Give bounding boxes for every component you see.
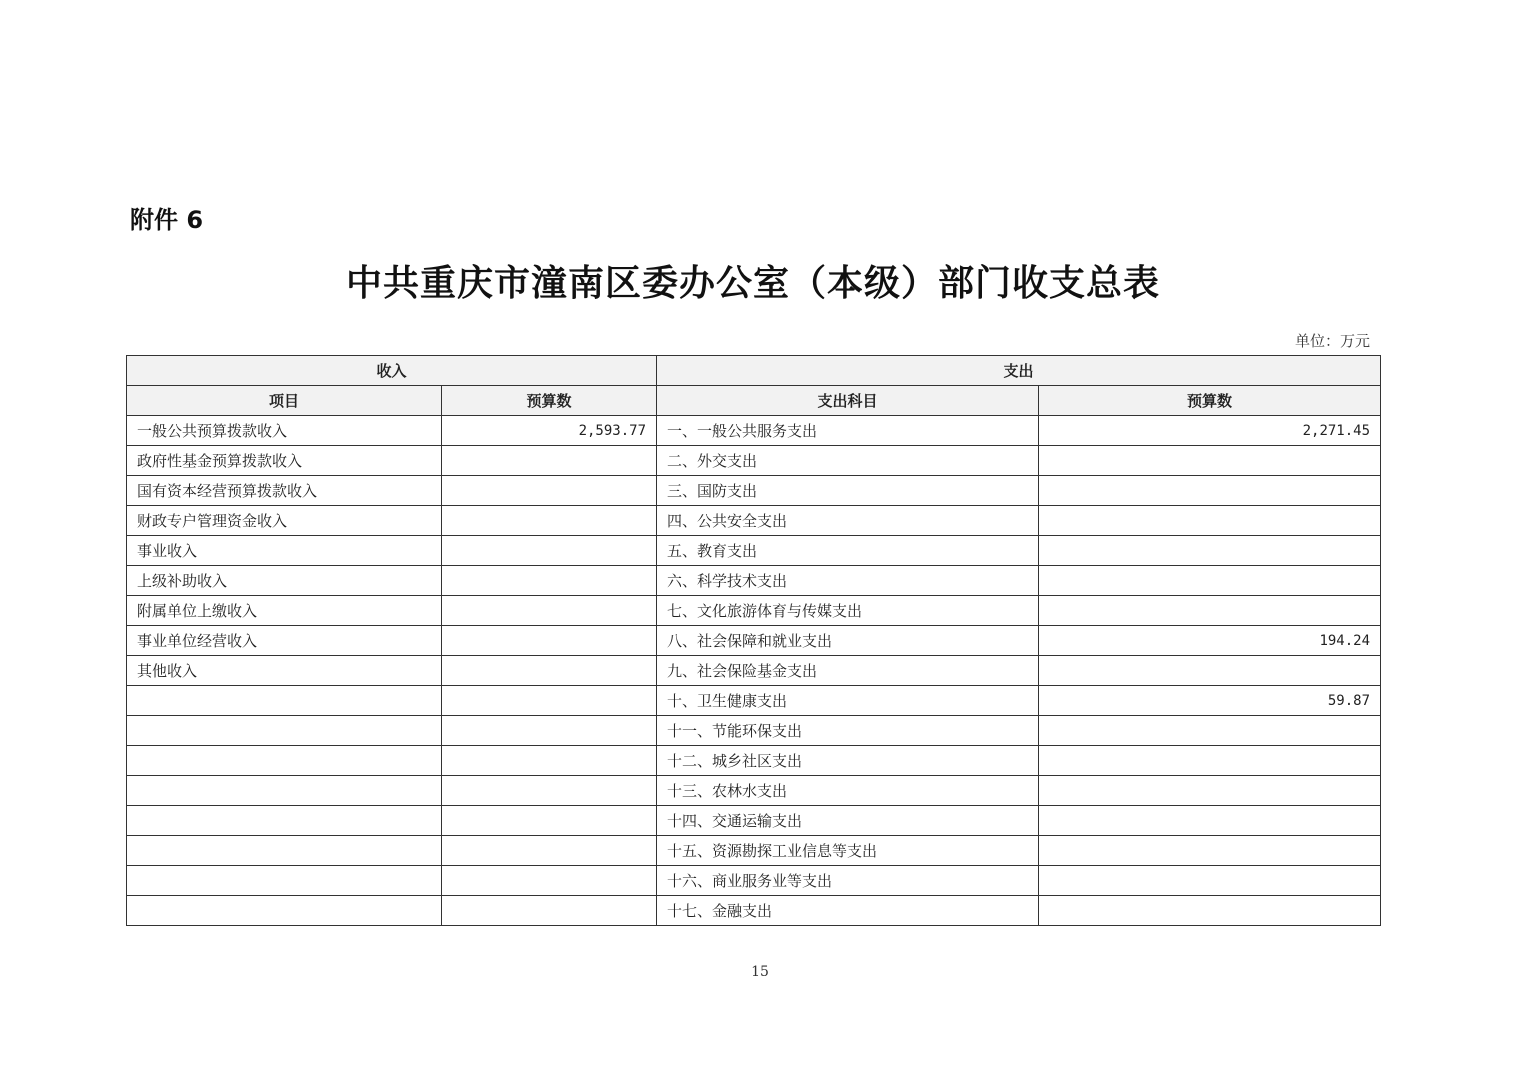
income-item-cell — [127, 776, 442, 806]
table-row — [127, 896, 1381, 926]
expense-budget-cell — [1039, 566, 1381, 596]
table-row — [127, 626, 1381, 656]
expense-item-cell: 九、社会保险基金支出 — [657, 656, 1039, 686]
page-number: 15 — [751, 964, 769, 980]
income-budget-cell — [442, 746, 657, 776]
income-item-cell: 国有资本经营预算拨款收入 — [127, 476, 442, 506]
expense-item-cell: 十六、商业服务业等支出 — [657, 866, 1039, 896]
income-item-cell — [127, 716, 442, 746]
income-budget-cell — [442, 686, 657, 716]
expense-item-cell: 十四、交通运输支出 — [657, 806, 1039, 836]
income-budget-cell — [442, 836, 657, 866]
expense-group-header: 支出 — [657, 356, 1381, 386]
expense-item-cell: 二、外交支出 — [657, 446, 1039, 476]
expense-item-cell: 一、一般公共服务支出 — [657, 416, 1039, 446]
income-group-header: 收入 — [127, 356, 657, 386]
income-item-cell: 政府性基金预算拨款收入 — [127, 446, 442, 476]
page-title: 中共重庆市潼南区委办公室（本级）部门收支总表 — [345, 262, 1160, 304]
income-item-cell: 事业单位经营收入 — [127, 626, 442, 656]
table-row — [127, 836, 1381, 866]
table-row — [127, 866, 1381, 896]
table-row — [127, 416, 1381, 446]
income-budget-cell — [442, 446, 657, 476]
income-item-cell — [127, 806, 442, 836]
table-row — [127, 806, 1381, 836]
income-budget-cell — [442, 506, 657, 536]
income-budget-cell — [442, 716, 657, 746]
expense-budget-cell — [1039, 446, 1381, 476]
expense-item-cell: 十三、农林水支出 — [657, 776, 1039, 806]
income-budget-cell — [442, 866, 657, 896]
table-row — [127, 746, 1381, 776]
expense-item-header: 支出科目 — [657, 386, 1039, 416]
table-row — [127, 476, 1381, 506]
expense-budget-cell — [1039, 656, 1381, 686]
expense-budget-cell — [1039, 716, 1381, 746]
expense-budget-cell — [1039, 506, 1381, 536]
expense-budget-cell: 59.87 — [1039, 686, 1381, 716]
table-row — [127, 656, 1381, 686]
income-budget-cell — [442, 656, 657, 686]
income-budget-cell — [442, 566, 657, 596]
expense-item-cell: 七、文化旅游体育与传媒支出 — [657, 596, 1039, 626]
expense-budget-cell — [1039, 836, 1381, 866]
expense-budget-cell — [1039, 746, 1381, 776]
income-item-cell: 一般公共预算拨款收入 — [127, 416, 442, 446]
income-item-cell — [127, 746, 442, 776]
table-row — [127, 536, 1381, 566]
expense-item-cell: 五、教育支出 — [657, 536, 1039, 566]
income-item-cell: 事业收入 — [127, 536, 442, 566]
income-item-header: 项目 — [127, 386, 442, 416]
income-item-cell: 附属单位上缴收入 — [127, 596, 442, 626]
table-row — [127, 566, 1381, 596]
income-item-cell: 其他收入 — [127, 656, 442, 686]
income-item-cell — [127, 866, 442, 896]
income-budget-cell — [442, 776, 657, 806]
budget-summary-table — [126, 355, 1381, 926]
table-row — [127, 446, 1381, 476]
expense-budget-cell — [1039, 896, 1381, 926]
expense-budget-cell — [1039, 776, 1381, 806]
expense-budget-cell — [1039, 536, 1381, 566]
expense-budget-cell: 194.24 — [1039, 626, 1381, 656]
expense-item-cell: 六、科学技术支出 — [657, 566, 1039, 596]
expense-item-cell: 十七、金融支出 — [657, 896, 1039, 926]
income-item-cell — [127, 686, 442, 716]
table-row — [127, 776, 1381, 806]
expense-budget-header: 预算数 — [1039, 386, 1381, 416]
expense-item-cell: 十二、城乡社区支出 — [657, 746, 1039, 776]
table-row — [127, 596, 1381, 626]
expense-budget-cell: 2,271.45 — [1039, 416, 1381, 446]
income-item-cell — [127, 836, 442, 866]
income-budget-cell — [442, 806, 657, 836]
table-row — [127, 716, 1381, 746]
column-header-row — [127, 386, 1381, 416]
expense-budget-cell — [1039, 596, 1381, 626]
group-header-row — [127, 356, 1381, 386]
income-item-cell — [127, 896, 442, 926]
income-budget-cell — [442, 536, 657, 566]
expense-item-cell: 四、公共安全支出 — [657, 506, 1039, 536]
income-budget-header: 预算数 — [442, 386, 657, 416]
table-row — [127, 686, 1381, 716]
expense-item-cell: 三、国防支出 — [657, 476, 1039, 506]
income-item-cell: 上级补助收入 — [127, 566, 442, 596]
table-row — [127, 506, 1381, 536]
income-budget-cell — [442, 896, 657, 926]
income-budget-cell — [442, 626, 657, 656]
income-budget-cell — [442, 596, 657, 626]
expense-budget-cell — [1039, 806, 1381, 836]
expense-item-cell: 十一、节能环保支出 — [657, 716, 1039, 746]
income-budget-cell: 2,593.77 — [442, 416, 657, 446]
attachment-label: 附件 6 — [130, 206, 204, 234]
expense-item-cell: 十、卫生健康支出 — [657, 686, 1039, 716]
unit-label: 单位：万元 — [1294, 332, 1370, 350]
income-budget-cell — [442, 476, 657, 506]
income-item-cell: 财政专户管理资金收入 — [127, 506, 442, 536]
expense-budget-cell — [1039, 476, 1381, 506]
expense-item-cell: 十五、资源勘探工业信息等支出 — [657, 836, 1039, 866]
expense-budget-cell — [1039, 866, 1381, 896]
expense-item-cell: 八、社会保障和就业支出 — [657, 626, 1039, 656]
